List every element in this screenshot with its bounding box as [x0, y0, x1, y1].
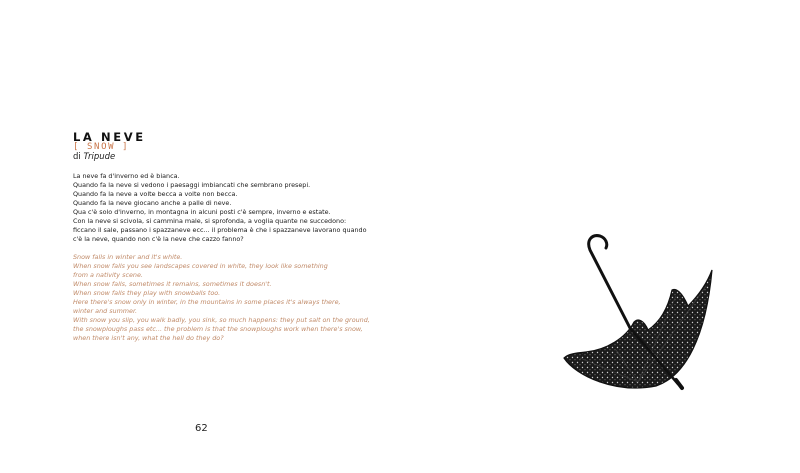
poem-subtitle: [ SNOW ] — [73, 142, 130, 152]
translation-line: from a nativity scene. — [73, 271, 143, 279]
poem-line: Quando fa la neve giocano anche a palle di neve. — [73, 199, 232, 207]
translation-line: winter and summer. — [73, 307, 138, 315]
poem-line: Quando fa la neve a volte becca a volte non becca. — [73, 190, 238, 198]
page-number: 62 — [195, 423, 208, 434]
poem-author: Tripude — [83, 152, 116, 162]
byline-prefix: di — [73, 152, 81, 162]
poem-byline — [73, 152, 115, 162]
poem-italian — [73, 172, 373, 244]
translation-line: the snowploughs pass etc... the problem is that the snowploughs work when there's snow, — [73, 325, 363, 333]
translation-line: when there isn't any, what the hell do they do? — [73, 334, 224, 342]
translation-line: When snow falls you see landscapes covered in white, they look like something — [73, 262, 328, 270]
poem-line: La neve fa d'inverno ed è bianca. — [73, 172, 180, 180]
umbrella-icon — [556, 226, 724, 404]
poem-title: LA NEVE — [73, 130, 146, 144]
poem-english-translation — [73, 253, 373, 343]
translation-line: Here there's snow only in winter, in the mountains in some places it's always there, — [73, 298, 341, 306]
translation-line: With snow you slip, you walk badly, you sink, so much happens: they put salt on the ground, — [73, 316, 370, 324]
poem-line: Qua c'è solo d'inverno, in montagna in alcuni posti c'è sempre, inverno e estate. — [73, 208, 331, 216]
translation-line: When snow falls, sometimes it remains, sometimes it doesn't. — [73, 280, 272, 288]
translation-line: Snow falls in winter and it's white. — [73, 253, 183, 261]
poem-line: Quando fa la neve si vedono i paesaggi imbiancati che sembrano presepi. — [73, 181, 311, 189]
poem-line: ficcano il sale, passano i spazzaneve ecc... il problema è che i spazzaneve lavorano quando — [73, 226, 367, 234]
translation-line: When snow falls they play with snowballs too. — [73, 289, 221, 297]
poem-line: Con la neve si scivola, si cammina male, si sprofonda, a voglia quante ne succedono: — [73, 217, 347, 225]
poem-line: c'è la neve, quando non c'è la neve che cazzo fanno? — [73, 235, 244, 243]
